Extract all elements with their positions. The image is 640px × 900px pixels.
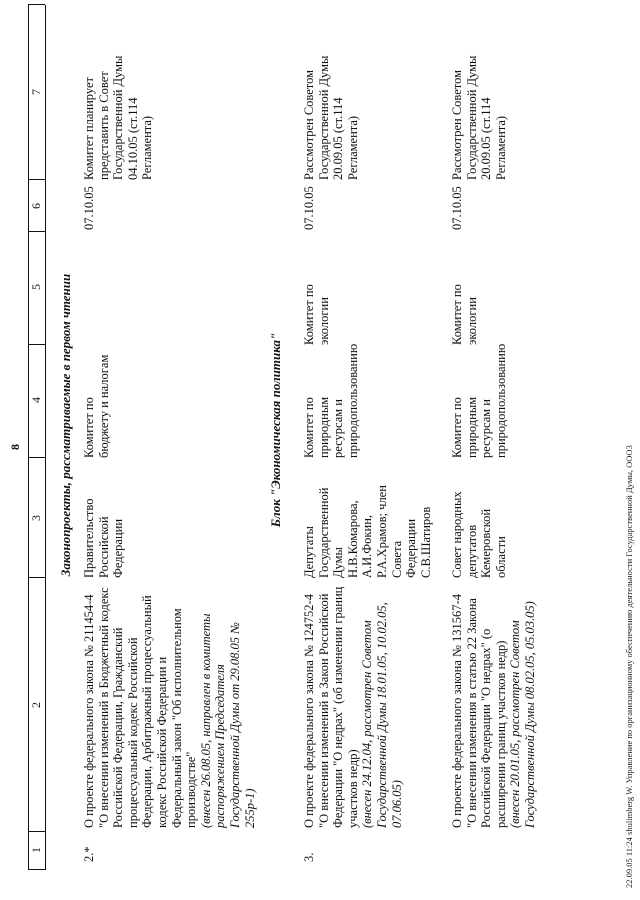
row-2-note: (внесен 26.08.05, направлен в комитеты распоряжением Председателя Государственной Думы от 29.08.05 № 255р-1) [198, 613, 257, 828]
row-number: 3. [302, 852, 316, 862]
row-3-coexecutors: Комитет по экологии [302, 284, 331, 345]
row-4-coexecutors: Комитет по экологии [450, 284, 479, 345]
table-right-border [28, 4, 45, 5]
section-heading-first-reading: Законопроекты, рассматриваемые в первом чтении [58, 273, 73, 577]
row-2-title [82, 582, 257, 828]
row-4-responsible: Комитет по природным ресурсам и природопользованию [450, 343, 508, 458]
column-number-5: 5 [29, 284, 43, 290]
row-4-remark: Рассмотрен Советом Государственной Думы 20.09.05 (ст.114 Регламента) [450, 55, 508, 180]
row-3-date: 07.10.05 [302, 186, 316, 230]
row-2-initiator: Правительство Российской Федерации [82, 498, 126, 578]
page-number: 8 [8, 444, 22, 450]
section-heading-economic-block: Блок "Экономическая политика" [268, 332, 283, 528]
column-number-7: 7 [29, 89, 43, 95]
column-divider [28, 831, 45, 832]
row-3-title [302, 582, 404, 828]
row-2-responsible: Комитет по бюджету и налогам [82, 354, 111, 458]
row-2-title-text: О проекте федерального закона № 211454-4 "О внесении изменений в Бюджетный кодекс Российской Федерации, Гражданский процессуальный кодекс Российской Федерации, Арбитражный процессуальный кодекс Российской Федерации и Федеральный закон "Об исполнительном производстве" [82, 587, 199, 828]
column-divider [28, 179, 45, 180]
table-header-top-border [28, 5, 29, 870]
row-3-responsible: Комитет по природным ресурсам и природопользованию [302, 343, 360, 458]
footer-print-info: 22.09.05 11:24 shulimberg W. Управление по организационному обеспечению деятельности Государственной Думы, ООО3 [624, 445, 634, 888]
row-4-date: 07.10.05 [450, 186, 464, 230]
row-4-note: (внесен 20.01.05, рассмотрен Советом Государственной Думы 08.02.05, 05.03.05) [508, 601, 537, 828]
column-divider [28, 457, 45, 458]
row-3-note: (внесен 24.12.04, рассмотрен Советом Государственной Думы 18.01.05, 10.02.05, 07.06.05) [360, 602, 404, 828]
row-number: 2.* [82, 846, 96, 862]
table-left-border [28, 869, 45, 870]
row-2-remark: Комитет планирует представить в Совет Государственной Думы 04.10.05 (ст.114 Регламента) [82, 55, 155, 180]
row-3-remark: Рассмотрен Советом Государственной Думы 20.09.05 (ст.114 Регламента) [302, 55, 360, 180]
row-4-title [450, 582, 538, 828]
column-number-1: 1 [29, 847, 43, 853]
column-divider [28, 577, 45, 578]
column-number-3: 3 [29, 515, 43, 521]
column-number-4: 4 [29, 397, 43, 403]
row-4-title-text: О проекте федерального закона № 131567-4 "О внесении изменения в статью 22 Закона Российской Федерации "О недрах" (о расширении границ участков недр) [450, 594, 508, 828]
column-divider [28, 231, 45, 232]
row-3-title-text: О проекте федерального закона № 124752-4 "О внесении изменений в Закон Российской Федерации "О недрах" (об изменении границ участков недр) [302, 586, 360, 828]
table-header-bottom-border [45, 5, 46, 870]
column-number-2: 2 [29, 702, 43, 708]
row-2-date: 07.10.05 [82, 186, 96, 230]
row-3-initiator: Депутаты Государственной Думы Н.В.Комарова, А.И.Фокин, Р.А.Храмов; член Совета Федерации С.В.Шатиров [302, 485, 433, 578]
column-divider [28, 344, 45, 345]
row-4-initiator: Совет народных депутатов Кемеровской области [450, 491, 508, 578]
column-number-6: 6 [29, 203, 43, 209]
